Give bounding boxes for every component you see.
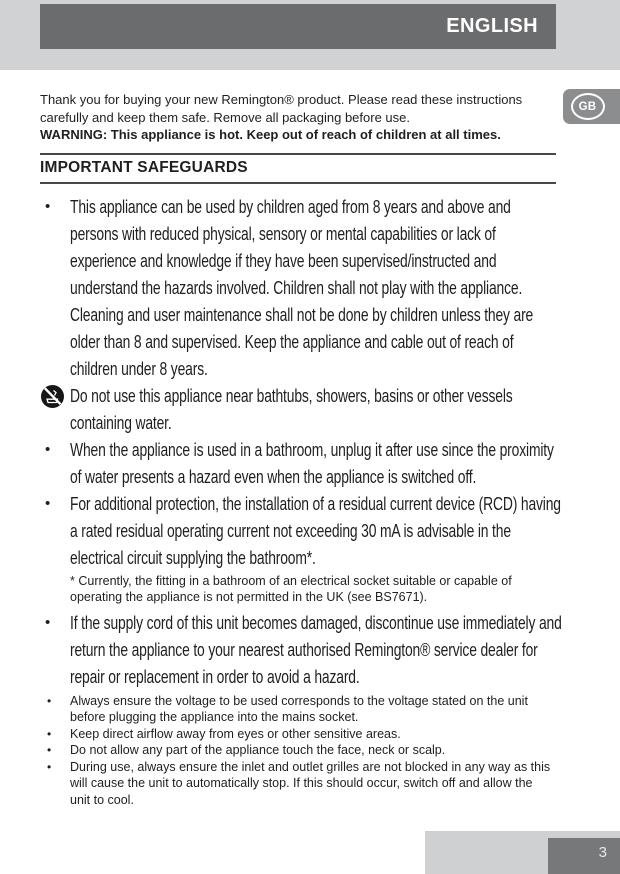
- safeguard-text: If the supply cord of this unit becomes damaged, discontinue use immediately and return the appliance to your nearest authorised Remington® service dealer for repair or replacement in order to avoid a hazard.: [70, 611, 562, 687]
- safeguard-text: For additional protection, the installation of a residual current device (RCD) having a rated residual operating current not exceeding 30 mA is advisable in the electrical circuit supplying the bathroom*.: [70, 492, 561, 568]
- safeguard-text: Do not allow any part of the appliance touch the face, neck or scalp.: [70, 743, 446, 757]
- page-content: [40, 91, 562, 808]
- list-item: [40, 726, 556, 743]
- list-item: [40, 759, 556, 809]
- safeguard-text: Keep direct airflow away from eyes or other sensitive areas.: [70, 726, 401, 741]
- list-item: [40, 436, 556, 490]
- safeguard-text: Always ensure the voltage to be used corresponds to the voltage stated on the unit before plugging the appliance into the mains socket.: [70, 693, 528, 724]
- safeguards-list-large: [40, 193, 562, 690]
- section-heading: IMPORTANT SAFEGUARDS: [40, 153, 556, 184]
- footnote: * Currently, the fitting in a bathroom of an electrical socket suitable or capable of operating the appliance is not permitted in the UK (see BS7671).: [70, 573, 512, 604]
- bullet-marker: [40, 759, 70, 776]
- gb-badge-label: GB: [578, 100, 597, 113]
- bullet-marker: [40, 693, 70, 710]
- list-item: [40, 742, 556, 759]
- bullet-marker: [40, 193, 70, 220]
- bullet-marker: [40, 742, 70, 759]
- page-language-title: ENGLISH: [446, 15, 538, 37]
- safeguards-list-small: [40, 693, 556, 809]
- page-number-box: [548, 838, 620, 874]
- list-item: [40, 693, 556, 726]
- intro-text: Thank you for buying your new Remington® product. Please read these instructions carefully and keep them safe. Remove all packaging before use.: [40, 92, 523, 125]
- no-water-icon: [40, 382, 70, 414]
- list-item: [40, 382, 556, 436]
- safeguard-text: When the appliance is used in a bathroom, unplug it after use since the proximity of water presents a hazard even when the appliance is switched off.: [70, 438, 554, 487]
- intro-paragraph: [40, 91, 534, 144]
- safeguard-text: During use, always ensure the inlet and outlet grilles are not blocked in any way as this will cause the unit to automatically stop. If this should occur, switch off and allow the unit to cool.: [70, 759, 551, 807]
- bullet-marker: [40, 490, 70, 517]
- gb-region-badge: [563, 89, 620, 124]
- gb-badge-circle: [571, 93, 605, 120]
- list-item: [40, 609, 562, 690]
- header-bar: [40, 4, 556, 49]
- bullet-marker: [40, 609, 70, 636]
- safeguard-text: Do not use this appliance near bathtubs, showers, basins or other vessels containing water.: [70, 384, 513, 433]
- list-item: [40, 193, 556, 382]
- page-number: 3: [598, 844, 607, 861]
- safeguard-text: This appliance can be used by children aged from 8 years and above and persons with reduced physical, sensory or mental capabilities or lack of experience and knowledge if they have been supervised/instructed and understand the hazards involved. Children shall not play with the appliance. Cleaning and user maintenance shall not be done by children unless they are older than 8 and supervised. Keep the appliance and cable out of reach of children under 8 years.: [70, 195, 534, 379]
- list-item: [40, 490, 561, 571]
- bullet-marker: [40, 436, 70, 463]
- intro-warning: WARNING: This appliance is hot. Keep out of reach of children at all times.: [40, 127, 501, 142]
- bullet-marker: [40, 726, 70, 743]
